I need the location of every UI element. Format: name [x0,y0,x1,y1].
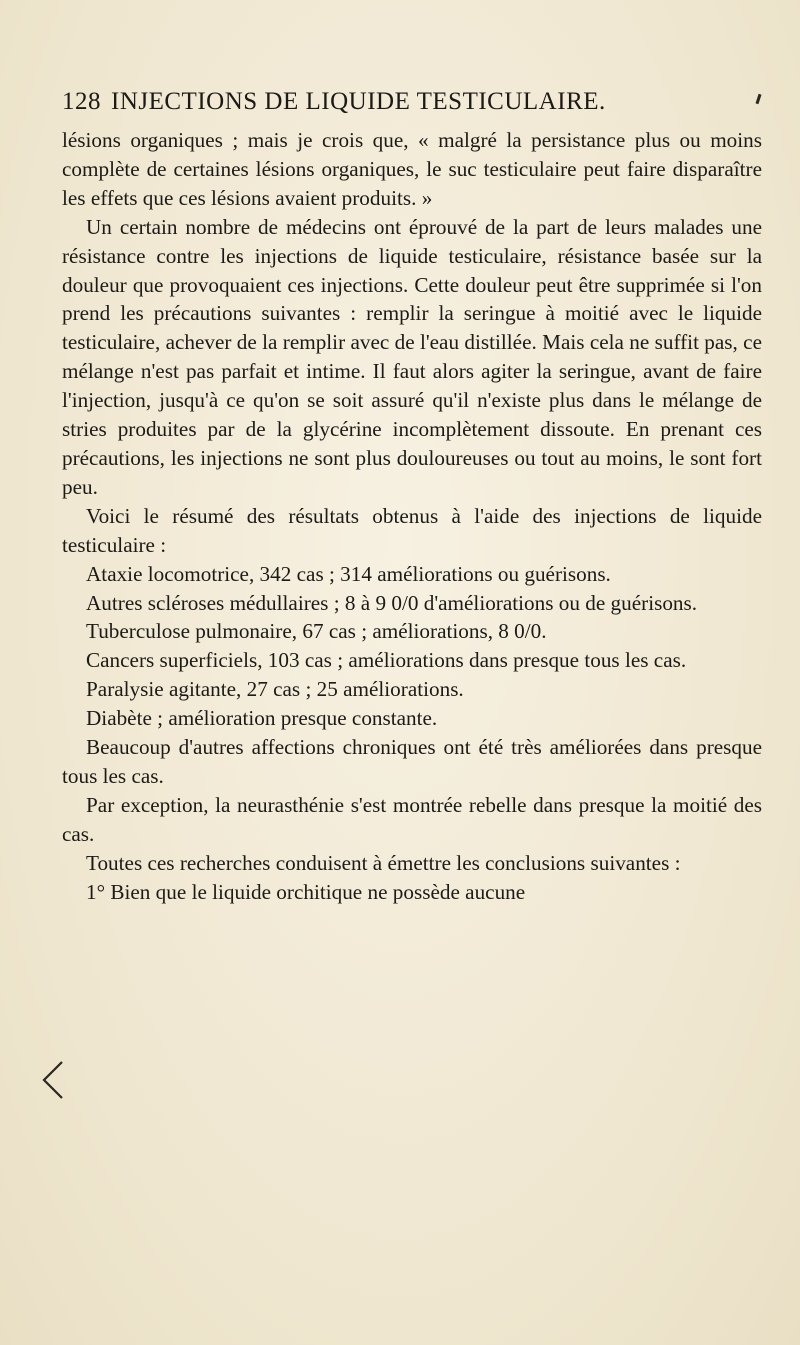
result-scleroses: Autres scléroses médullaires ; 8 à 9 0/0 d'améliorations ou de guérisons. [86,590,698,615]
result-tuberculose: Tuberculose pulmonaire, 67 cas ; améliorations, 8 0/0. [86,619,547,644]
paragraph-point-1: 1° Bien que le liquide orchitique ne possède aucune [86,879,526,904]
result-cancers: Cancers superficiels, 103 cas ; améliorations dans presque tous les cas. [86,648,687,673]
book-page [62,88,762,906]
running-title: INJECTIONS DE LIQUIDE TESTICULAIRE. [111,88,606,115]
paragraph-conclusions: Toutes ces recherches conduisent à émettre les conclusions suivantes : [86,850,681,875]
result-ataxie: Ataxie locomotrice, 342 cas ; 314 améliorations ou guérisons. [86,561,611,586]
result-neurasthenie: Par exception, la neurasthénie s'est montrée rebelle dans presque la moitié des cas. [62,792,762,846]
body-text [62,126,762,906]
paragraph-1: lésions organiques ; mais je crois que, « malgré la persistance plus ou moins complète de certaines lésions organiques, le suc testiculaire peut faire disparaître les effets que ces lésions avaient produits. » [62,128,762,210]
page-number: 128 [62,88,101,115]
margin-bracket-mark [40,1060,66,1100]
result-paralysie: Paralysie agitante, 27 cas ; 25 améliorations. [86,677,464,702]
paragraph-3: Voici le résumé des résultats obtenus à l'aide des injections de liquide testiculaire : [62,503,762,557]
paragraph-2: Un certain nombre de médecins ont éprouvé de la part de leurs malades une résistance contre les injections de liquide testiculaire, résistance basée sur la douleur que provoquaient ces injections. Cette douleur peut être supprimée si l'on prend les précautions suivantes : remplir la seringue à moitié avec le liquide testiculaire, achever de la remplir avec de l'eau distillée. Mais cela ne suffit pas, ce mélange n'est pas parfait et intime. Il faut alors agiter la seringue, avant de faire l'injection, jusqu'à ce qu'on se soit assuré qu'il n'existe plus dans le mélange de stries produites par de la glycérine incomplètement dissoute. En prenant ces précautions, les injections ne sont plus douloureuses ou tout au moins, le sont fort peu. [62,214,762,499]
running-header [62,88,762,116]
result-diabete: Diabète ; amélioration presque constante. [86,706,438,731]
result-autres: Beaucoup d'autres affections chroniques ont été très améliorées dans presque tous les cas. [62,735,762,788]
